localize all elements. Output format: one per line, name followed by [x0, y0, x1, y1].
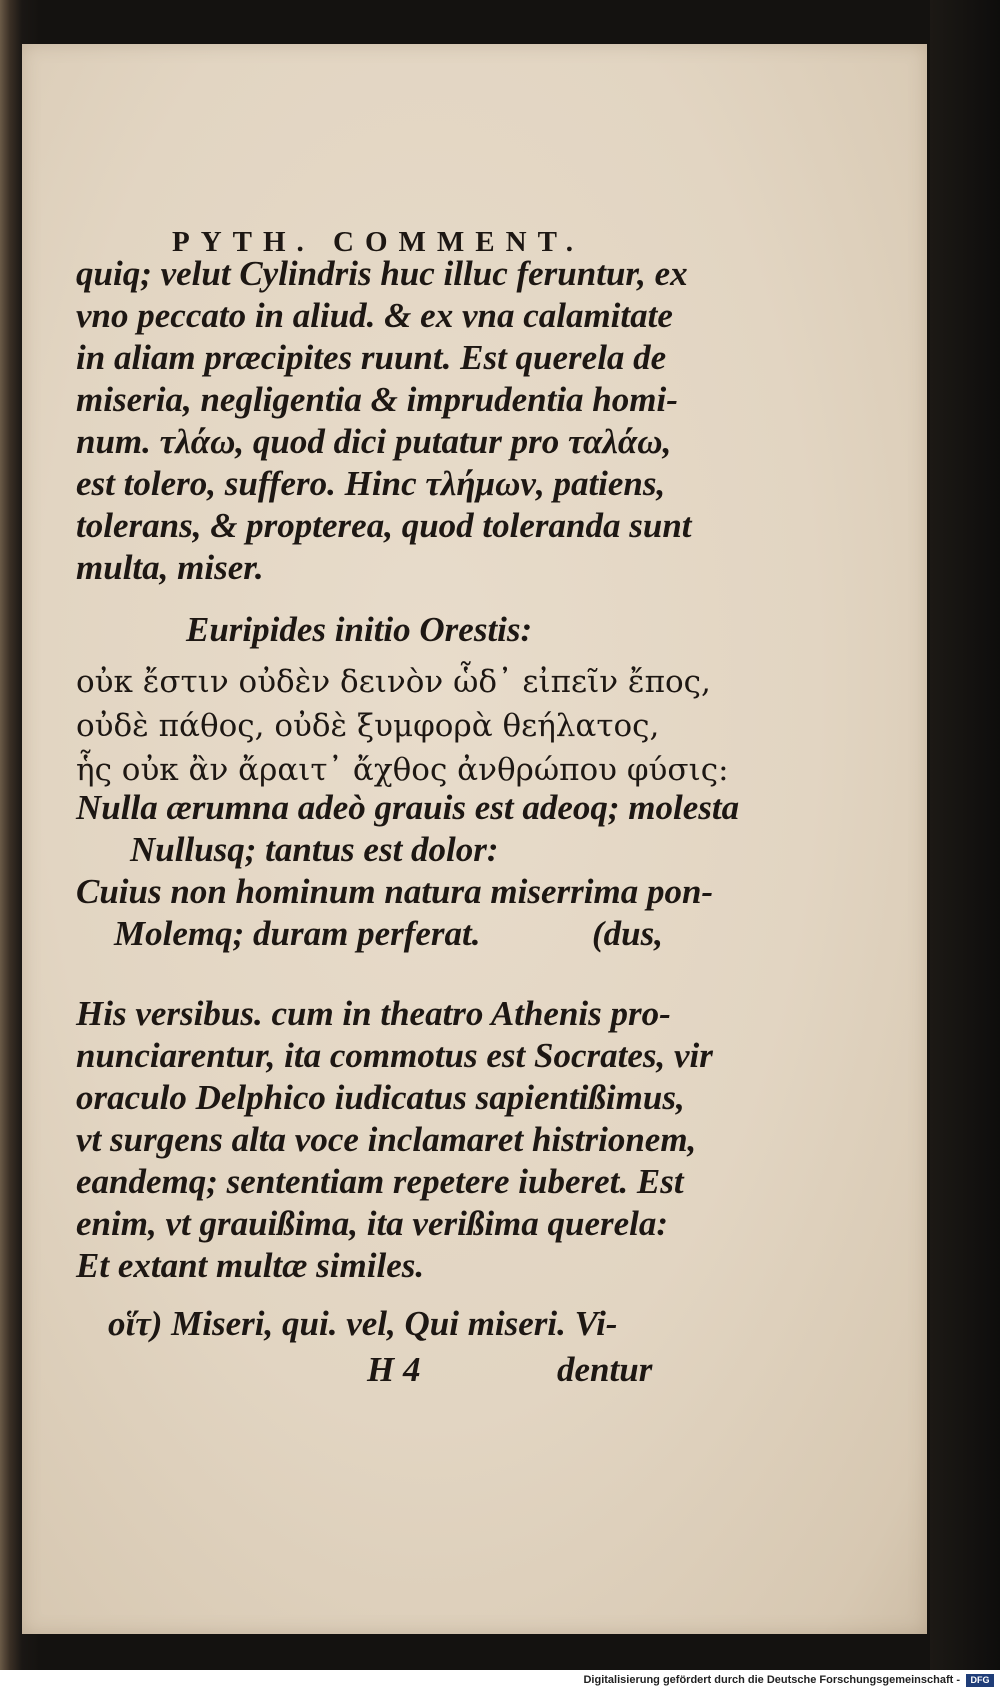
book-edge-shadow — [930, 0, 1000, 1692]
latin-verse-line: Cuius non hominum natura miserrima pon- — [76, 872, 714, 911]
paragraph-line: vt surgens alta voce inclamaret histrionem, — [76, 1120, 697, 1159]
text-line: vno peccato in aliud. & ex vna calamitate — [76, 296, 673, 335]
annotation-note: οἵτ) Miseri, qui. vel, Qui miseri. Vi- — [108, 1304, 618, 1343]
latin-verse-line: Nullusq; tantus est dolor: — [130, 830, 499, 869]
text-line: num. τλάω, quod dici putatur pro ταλάω, — [76, 422, 672, 461]
greek-verse-line: οὐδὲ πάθος, οὐδὲ ξυμφορὰ θεήλατος, — [76, 708, 660, 744]
text-line: multa, miser. — [76, 548, 264, 587]
text-line: tolerans, & propterea, quod toleranda sunt — [76, 506, 692, 545]
running-header: PYTH. COMMENT. — [172, 226, 585, 258]
paragraph-line: Et extant multæ similes. — [76, 1246, 425, 1285]
latin-verse-line: Molemq; duram perferat. — [114, 914, 481, 953]
verse-turnover: (dus, — [592, 914, 663, 953]
greek-verse-line: οὐκ ἔστιν οὐδὲν δεινὸν ὧδ᾽ εἰπεῖν ἔπος, — [76, 664, 711, 700]
paragraph-line: nunciarentur, ita commotus est Socrates, vir — [76, 1036, 713, 1075]
text-line: quiq; velut Cylindris huc illuc feruntur, ex — [76, 254, 688, 293]
greek-verse-line: ἧς οὐκ ἂν ἄραιτ᾽ ἄχθος ἀνθρώπου φύσις: — [76, 752, 729, 788]
book-page — [22, 44, 927, 1634]
signature-mark: H 4 — [367, 1350, 421, 1389]
section-heading: Euripides initio Orestis: — [186, 610, 533, 649]
paragraph-line: oraculo Delphico iudicatus sapientißimus, — [76, 1078, 685, 1117]
text-line: est tolero, suffero. Hinc τλήμων, patiens, — [76, 464, 666, 503]
paragraph-line: enim, vt grauißima, ita verißima querela: — [76, 1204, 669, 1243]
catchword: dentur — [557, 1350, 653, 1389]
text-line: miseria, negligentia & imprudentia homi- — [76, 380, 678, 419]
funding-credit: Digitalisierung gefördert durch die Deutsche Forschungsgemeinschaft - — [583, 1674, 960, 1686]
paragraph-line: eandemq; sententiam repetere iuberet. Est — [76, 1162, 684, 1201]
text-line: in aliam præcipites ruunt. Est querela de — [76, 338, 667, 377]
digitization-footer — [0, 1670, 1000, 1692]
dfg-logo-icon: DFG — [966, 1674, 994, 1687]
latin-verse-line: Nulla ærumna adeò grauis est adeoq; molesta — [76, 788, 740, 827]
paragraph-line: His versibus. cum in theatro Athenis pro- — [76, 994, 671, 1033]
